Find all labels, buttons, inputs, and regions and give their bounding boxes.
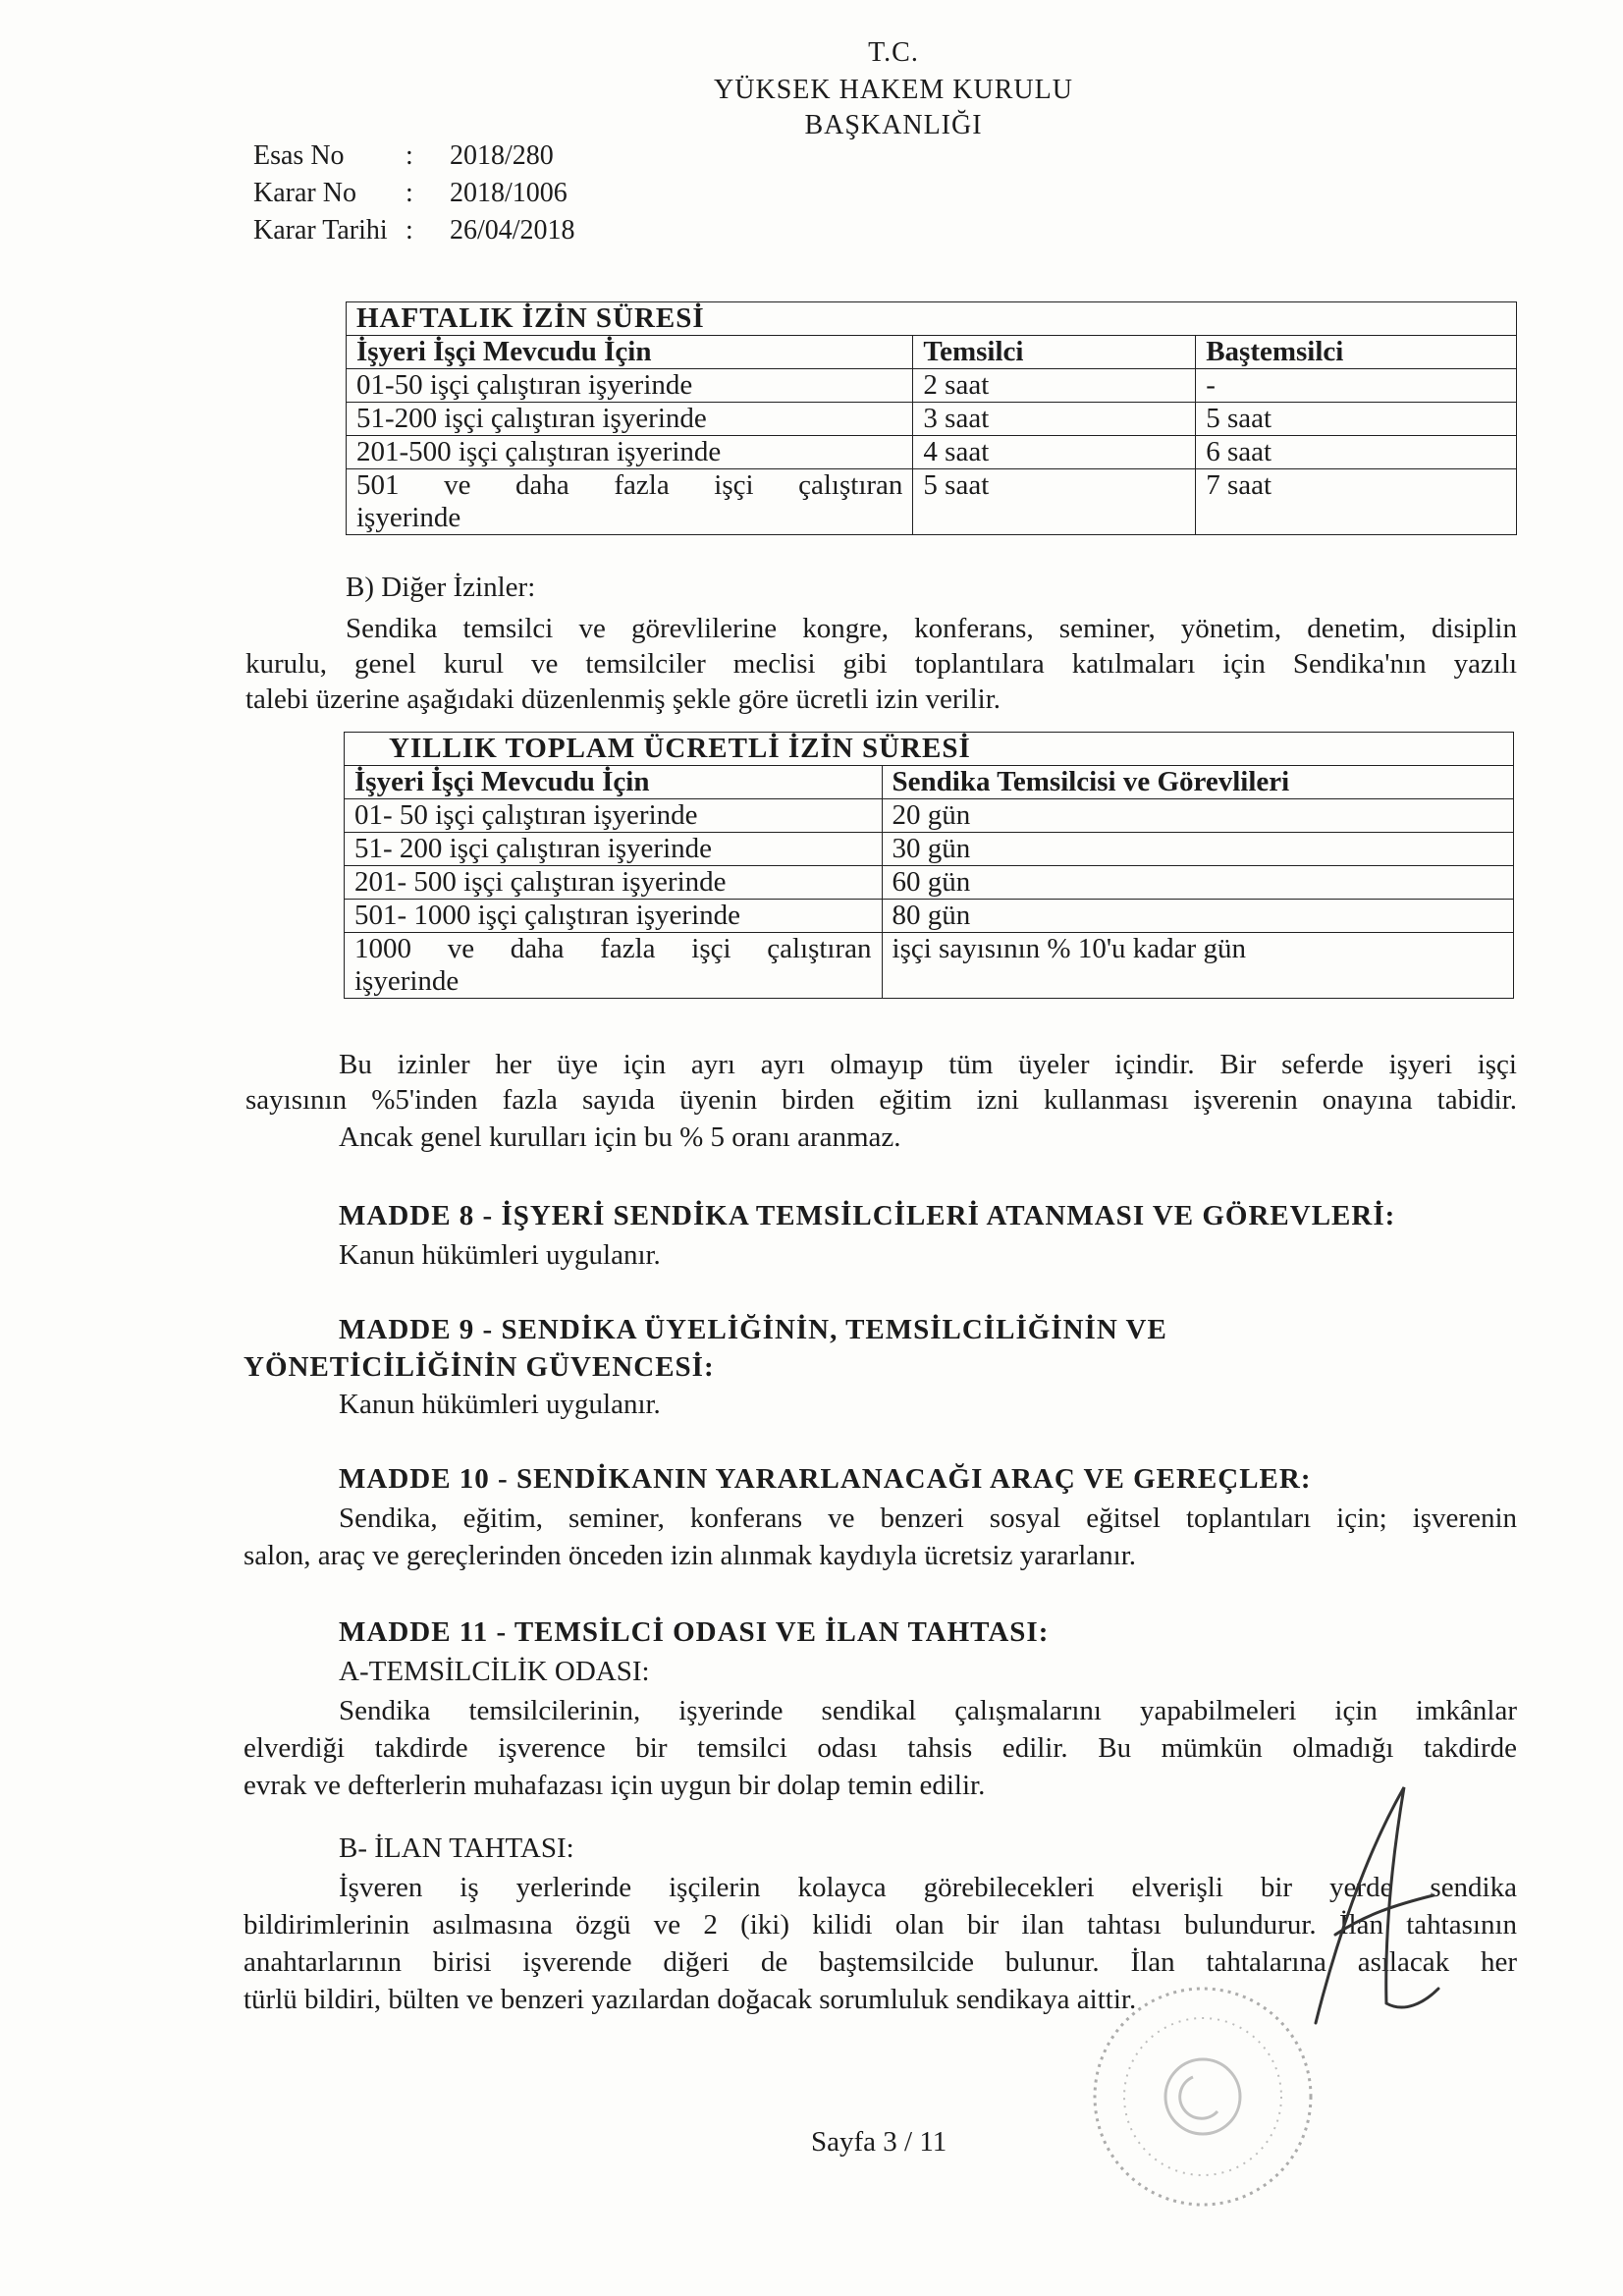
paragraph-line: anahtarlarının birisi işverende diğeri de baştemsilcide bulunur. İlan tahtalarına asılacak her	[243, 1946, 1517, 1978]
table-row	[347, 403, 1517, 436]
article-8-body: Kanun hükümleri uygulanır.	[339, 1239, 661, 1271]
table-title: YILLIK TOPLAM ÜCRETLİ İZİN SÜRESİ	[345, 733, 1514, 766]
table-cell: 2 saat	[913, 369, 1196, 403]
header-presidency: BAŞKANLIĞI	[804, 110, 983, 140]
table-row	[345, 866, 1514, 900]
meta-esas-no	[253, 137, 575, 175]
paragraph-line: talebi üzerine aşağıdaki düzenlenmiş şekle göre ücretli izin verilir.	[245, 683, 1001, 715]
column-header: Sendika Temsilcisi ve Görevlileri	[882, 766, 1513, 799]
paragraph-line: Sendika, eğitim, seminer, konferans ve benzeri sosyal eğitsel toplantıları için; işverenin	[339, 1503, 1517, 1534]
paragraph-line: sayısının %5'inden fazla sayıda üyenin birden eğitim izni kullanması işverenin onayına tabidir.	[245, 1084, 1517, 1116]
paragraph-line: Sendika temsilci ve görevlilerine kongre, konferans, seminer, yönetim, denetim, disiplin	[346, 613, 1517, 644]
page-number: Sayfa 3 / 11	[811, 2126, 947, 2158]
paragraph-line: Sendika temsilcilerinin, işyerinde sendikal çalışmalarını yapabilmeleri için imkânlar	[339, 1695, 1517, 1726]
table-cell: -	[1196, 369, 1517, 403]
paragraph-line: Bu izinler her üye için ayrı ayrı olmayıp tüm üyeler içindir. Bir seferde işyeri işçi	[339, 1049, 1517, 1080]
meta-sep: :	[406, 215, 413, 246]
table-cell: 01- 50 işçi çalıştıran işyerinde	[345, 799, 883, 833]
case-meta	[253, 137, 575, 249]
cell-line: işyerinde	[354, 965, 460, 997]
paragraph-line: İşveren iş yerlerinde işçilerin kolayca görebilecekleri elverişli bir yerde sendika	[339, 1872, 1517, 1903]
table-cell: 4 saat	[913, 436, 1196, 469]
paragraph-line: elverdiği takdirde işverence bir temsilci odası tahsis edilir. Bu mümkün olmadığı takdirde	[243, 1732, 1517, 1764]
column-header: İşyeri İşçi Mevcudu İçin	[347, 336, 913, 369]
header-tc: T.C.	[868, 37, 919, 68]
meta-sep: :	[406, 140, 413, 171]
article-10-title: MADDE 10 - SENDİKANIN YARARLANACAĞI ARAÇ VE GEREÇLER:	[339, 1463, 1312, 1495]
table-cell: 5 saat	[913, 469, 1196, 535]
annual-leave-table	[344, 732, 1514, 999]
subsection-b-title: B- İLAN TAHTASI:	[339, 1832, 574, 1864]
column-header: Temsilci	[913, 336, 1196, 369]
paragraph-line: bildirimlerinin asılmasına özgü ve 2 (iki) kilidi olan bir ilan tahtası bulundurur. İlan tahtasının	[243, 1909, 1517, 1941]
cell-line: 1000 ve daha fazla işçi çalıştıran	[354, 933, 872, 964]
meta-sep: :	[406, 178, 413, 208]
table-row	[345, 833, 1514, 866]
meta-value: 26/04/2018	[450, 215, 575, 246]
table-cell	[347, 469, 913, 535]
article-9-title: MADDE 9 - SENDİKA ÜYELİĞİNİN, TEMSİLCİLİĞİNİN VE	[339, 1314, 1167, 1345]
table-row	[347, 469, 1517, 535]
table-cell: 51-200 işçi çalıştıran işyerinde	[347, 403, 913, 436]
paragraph-line: kurulu, genel kurul ve temsilciler meclisi gibi toplantılara katılmaları için Sendika'nın yazılı	[245, 648, 1517, 680]
table-cell: 6 saat	[1196, 436, 1517, 469]
table-cell: işçi sayısının % 10'u kadar gün	[882, 933, 1513, 999]
article-8-title: MADDE 8 - İŞYERİ SENDİKA TEMSİLCİLERİ ATANMASI VE GÖREVLERİ:	[339, 1200, 1396, 1231]
table-cell: 20 gün	[882, 799, 1513, 833]
table-cell	[345, 933, 883, 999]
table-cell: 5 saat	[1196, 403, 1517, 436]
paragraph-line: evrak ve defterlerin muhafazası için uygun bir dolap temin edilir.	[243, 1770, 986, 1801]
table-row	[347, 436, 1517, 469]
meta-label: Esas No	[253, 140, 345, 171]
meta-label: Karar Tarihi	[253, 215, 388, 246]
cell-line: 501 ve daha fazla işçi çalıştıran	[356, 469, 903, 501]
table-cell: 30 gün	[882, 833, 1513, 866]
meta-karar-no	[253, 175, 575, 212]
table-cell: 80 gün	[882, 900, 1513, 933]
meta-label: Karar No	[253, 178, 356, 208]
table-cell: 7 saat	[1196, 469, 1517, 535]
subsection-a-title: A-TEMSİLCİLİK ODASI:	[339, 1656, 650, 1687]
section-b-heading: B) Diğer İzinler:	[346, 572, 536, 603]
table-row	[347, 369, 1517, 403]
table-cell: 51- 200 işçi çalıştıran işyerinde	[345, 833, 883, 866]
article-11-title: MADDE 11 - TEMSİLCİ ODASI VE İLAN TAHTASI:	[339, 1616, 1050, 1648]
meta-value: 2018/280	[450, 140, 554, 171]
table-row	[345, 900, 1514, 933]
meta-karar-tarihi	[253, 212, 575, 249]
table-row	[345, 799, 1514, 833]
table-row	[345, 933, 1514, 999]
table-cell: 501- 1000 işçi çalıştıran işyerinde	[345, 900, 883, 933]
paragraph-line: salon, araç ve gereçlerinden önceden izin alınmak kaydıyla ücretsiz yararlanır.	[243, 1540, 1137, 1571]
paragraph-line: türlü bildiri, bülten ve benzeri yazılardan doğacak sorumluluk sendikaya aittir.	[243, 1984, 1137, 2015]
weekly-leave-table	[346, 301, 1517, 535]
article-9-body: Kanun hükümleri uygulanır.	[339, 1389, 661, 1420]
meta-value: 2018/1006	[450, 178, 568, 208]
table-cell: 60 gün	[882, 866, 1513, 900]
cell-line: işyerinde	[356, 502, 461, 533]
table-cell: 201- 500 işçi çalıştıran işyerinde	[345, 866, 883, 900]
official-seal-stamp	[1080, 1974, 1325, 2219]
paragraph-line: Ancak genel kurulları için bu % 5 oranı aranmaz.	[339, 1121, 901, 1153]
table-cell: 01-50 işçi çalıştıran işyerinde	[347, 369, 913, 403]
article-9-title-cont: YÖNETİCİLİĞİNİN GÜVENCESİ:	[243, 1351, 715, 1383]
table-title: HAFTALIK İZİN SÜRESİ	[347, 302, 1517, 336]
column-header: İşyeri İşçi Mevcudu İçin	[345, 766, 883, 799]
column-header: Baştemsilci	[1196, 336, 1517, 369]
header-court-name: YÜKSEK HAKEM KURULU	[714, 75, 1073, 105]
table-cell: 3 saat	[913, 403, 1196, 436]
table-cell: 201-500 işçi çalıştıran işyerinde	[347, 436, 913, 469]
